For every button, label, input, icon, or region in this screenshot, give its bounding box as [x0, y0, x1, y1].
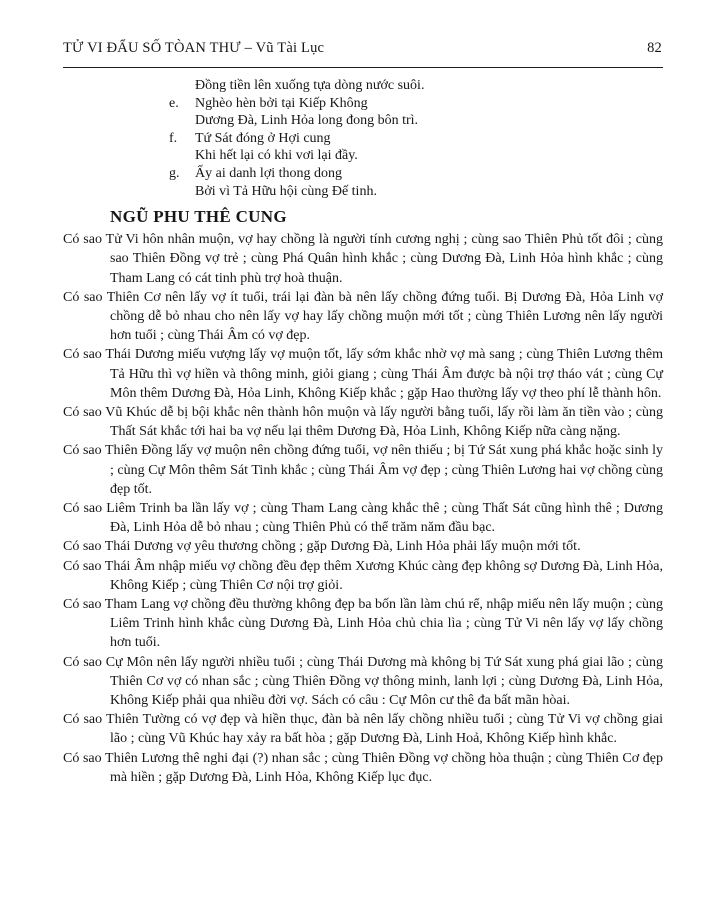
paragraph: Có sao Thái Dương vợ yêu thương chồng ; gặp Dương Đà, Linh Hỏa phải lấy muộn mới tốt.: [63, 539, 581, 555]
paragraph: Có sao Thiên Tường có vợ đẹp và hiền thục, đàn bà nên lấy chồng nhiều tuổi ; cùng Tử Vi vợ chồng giai lão ; cùng Vũ Khúc hay xảy ra bất hòa ; gặp Dương Đà, Linh Hoả, Không Kiếp hình khắc.: [63, 712, 663, 747]
paragraph: Có sao Thiên Cơ nên lấy vợ ít tuổi, trái lại đàn bà nên lấy chồng đứng tuổi. Bị Dương Đà, Hỏa Linh vợ chồng dễ bỏ nhau cho nên lấy vợ hay lấy chồng muộn mới tốt ; cùng Thiên Lương nên lấy người hơn tuổi ; cùng Thái Âm có vợ đẹp.: [63, 289, 663, 344]
verse-list: [63, 95, 663, 201]
verse-item-lines: [195, 130, 663, 165]
verse-line: Bởi vì Tả Hữu hội cùng Đế tinh.: [195, 183, 377, 199]
running-title: TỬ VI ĐẨU SỐ TÒAN THƯ – Vũ Tài Lục: [63, 40, 325, 56]
paragraph: Có sao Tử Vi hôn nhân muộn, vợ hay chồng là người tính cương nghị ; cùng sao Thiên Phủ tốt đôi ; cùng sao Thiên Đồng vợ trẻ ; cùng Phá Quân hình khắc ; cùng Dương Đà, Linh Hỏa hình khắc ; cùng Tham Lang có cát tinh phù trợ hoà thuận.: [63, 232, 663, 286]
paragraph: Có sao Thiên Đồng lấy vợ muộn nên chồng đứng tuổi, vợ nên thiếu ; bị Tứ Sát xung phá khắc hoặc sinh ly ; cùng Cự Môn thêm Sát Tinh khắc ; cùng Thái Âm vợ đẹp ; cùng Thiên Lương hai vợ chồng cùng đẹp tốt.: [63, 443, 663, 497]
paragraph-list: [63, 230, 663, 787]
verse-continuation-line: Đồng tiền lên xuống tựa dòng nước suôi.: [195, 78, 425, 93]
paragraph: Có sao Vũ Khúc dễ bị bội khắc nên thành hôn muộn và lấy người bằng tuổi, lấy rồi làm ăn tiền vào ; cùng Thất Sát khắc tới hai ba vợ nếu lại thêm Dương Đà, Hỏa Linh, Không Kiếp nữa càng nặng.: [63, 404, 663, 440]
verse-line: Khi hết lại có khi vơi lại đầy.: [195, 148, 358, 164]
paragraph: Có sao Thái Âm nhập miếu vợ chồng đều đẹp thêm Xương Khúc càng đẹp không sợ Dương Đà, Linh Hỏa, Không Kiếp ; cùng Thiên Cơ nội trợ giỏi.: [63, 558, 663, 593]
verse-line: Ấy ai danh lợi thong dong: [195, 165, 342, 181]
verse-line: Nghèo hèn bởi tại Kiếp Không: [195, 95, 368, 111]
paragraph: Có sao Thái Dương miếu vượng lấy vợ muộn tốt, lấy sớm khắc nhờ vợ mà sang ; cùng Thiên Lương thêm Tả Hữu thì vợ hiền và thông minh, giỏi giang ; cùng Thái Âm được bà nội trợ tháo vát ; cùng Cự Môn thêm Dương Đà, Hỏa Linh, Không Kiếp khắc ; gặp Hao thường lấy vợ theo phí lễ thành hôn.: [63, 347, 663, 401]
verse-item-label: e.: [169, 95, 179, 111]
paragraph: Có sao Liêm Trinh ba lần lấy vợ ; cùng Tham Lang càng khắc thê ; cùng Thất Sát cũng hình thê ; Dương Đà, Linh Hỏa dễ bỏ nhau ; cùng Thiên Phủ có thể trăm năm đầu bạc.: [63, 501, 663, 536]
verse-item: [169, 165, 663, 200]
page-number: 82: [647, 40, 662, 56]
paragraph: Có sao Tham Lang vợ chồng đều thường không đẹp ba bốn lần làm chú rể, nhập miếu nên lấy muộn ; cùng Liêm Trinh hình khắc cùng Dương Đà, Linh Hỏa chủ chia lìa ; cùng Tử Vi nên lấy vợ lấy chồng hơn tuổi.: [63, 597, 663, 651]
section-heading: NGŨ PHU THÊ CUNG: [110, 207, 287, 227]
paragraph: Có sao Thiên Lương thê nghi đại (?) nhan sắc ; cùng Thiên Đồng vợ chồng hòa thuận ; cùng Thiên Cơ đẹp mà hiền ; gặp Dương Đà, Linh Hỏa, Không Kiếp lục đục.: [63, 750, 663, 785]
verse-item: [169, 130, 663, 165]
verse-block: [63, 77, 663, 200]
verse-item-lines: [195, 165, 663, 200]
verse-item-lines: [195, 95, 663, 130]
paragraph: Có sao Cự Môn nên lấy người nhiều tuổi ; cùng Thái Dương mà không bị Tứ Sát xung phá giai lão ; cùng Thiên Cơ vợ có nhan sắc ; cùng Thiên Đồng vợ thông minh, lanh lợi ; cùng Dương Đà, Linh Hỏa, Không Kiếp phải qua nhiều đời vợ. Sách có câu : Cự Môn cư thê đa bất mãn hòai.: [63, 654, 663, 709]
verse-item-label: f.: [169, 130, 178, 146]
verse-line: Dương Đà, Linh Hỏa long đong bôn trì.: [195, 113, 419, 129]
verse-line: Tứ Sát đóng ở Hợi cung: [195, 130, 331, 146]
page-header: [63, 40, 663, 57]
header-divider: [63, 67, 663, 68]
verse-item: [169, 95, 663, 130]
verse-item-label: g.: [169, 165, 180, 181]
